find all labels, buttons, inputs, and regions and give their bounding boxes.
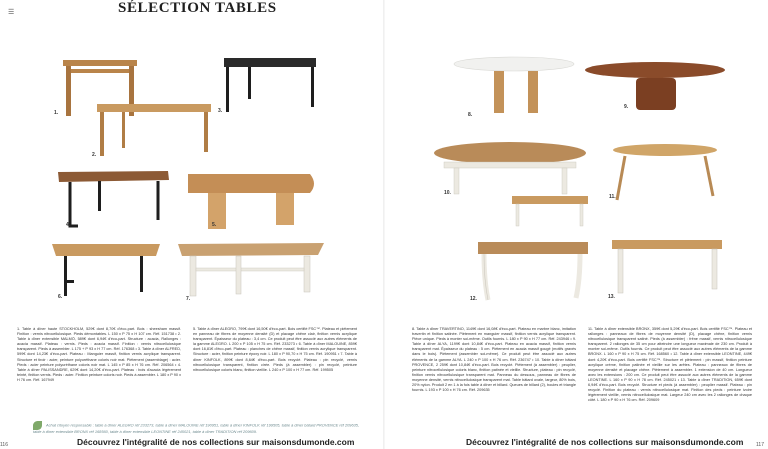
footer-cta-left[interactable]: Découvrez l'intégralité de nos collections sur maisonsdumonde.com (77, 437, 355, 447)
product-number: 3. (218, 108, 223, 114)
table-travertino-image (454, 57, 574, 113)
product-number: 5. (212, 222, 217, 228)
table-bronx-image (613, 144, 717, 200)
product-number: 7. (186, 296, 191, 302)
product-number: 13. (608, 294, 615, 300)
product-number: 4. (66, 222, 71, 228)
description-column-1: 1. Table à dîner haute STOCKHOLM, 529€ dont 8,70€ d'éco-part. Bois : sheesham massif. Finition : vernis nitrocellulosique. Pieds démontables. L 150 x P 75 x H 107 cm. Réf. 151738 • 2. Table à dîner extensible MALMÖ, 589€ dont 6,94€ d'éco-part. Structure : acacia, Rallonges : acacia massif. Plateau : vernis. Pieds : acacia massif. Finition : vernis nitrocellulosique transparent. Pieds à assembler. L 175 + P 93 x H 77 cm. Réf. 176368 • 3. Table à dîner ALFRED, 599€ dont 14,23€ d'éco-part. Plateau : Manguier massif, finition vernis acrylique transparent. Structure et tiroir : acier, peinture polyuréthane coloris noir mat. Piètement (assemblage) : acier. Pieds : acier peinture polyuréthane coloris noir mat. L 145 x P 85 x H 76 cm. Réf. 206564 • 4. Table à dîner PALISSANDRE, 629€ dont 14,20€ d'éco-part. Plateau : bois d'acacia légèrement teinté, finition vernis. Pieds : acier. Finition peinture coloris noir. Pieds à assembler. L 180 x P 90 x H 76 cm. Réf. 167949 (17, 327, 181, 382)
page-title: SÉLECTION TABLES (118, 0, 277, 16)
product-number: 1. (54, 110, 59, 116)
table-palissandre-image (58, 171, 169, 226)
table-alegro-image (188, 174, 314, 229)
table-kinfolk-image (178, 243, 324, 296)
table-malmo-image (97, 104, 211, 156)
billiard-top-image (512, 196, 588, 226)
table-provence-image (434, 142, 586, 194)
table-leontine-image (478, 242, 588, 300)
product-number: 2. (92, 152, 97, 158)
product-number: 9. (624, 104, 629, 110)
table-malouine-image (52, 244, 160, 296)
table-alfred-image (224, 58, 316, 112)
eco-note (33, 421, 363, 435)
product-number: 11. (609, 194, 616, 200)
description-column-4: 11. Table à dîner extensible BRONX, 359€ dont 5,29€ d'éco-part. Bois certifié FSC™. Plateau et rallonges : panneaux de fibres de moyenne densité (D), placage chêne, finition vernis nitrocellulosique transparent satiné. Pieds (à assembler) : frêne massif, vernis nitrocellulosique transparent. 2 rallonges de 35 cm pour atteindre une longueur maximale de 230 cm. Produit à monter soi-même. Outils fournis. Ce produit peut être associé aux autres éléments de la gamme BRONX. L 160 x P 90 x H 75 cm. Réf. 168560 • 12. Table à dîner extensible LEONTINE, 449€ dont 4,20€ d'éco-part. Bois certifié FSC™. Structure et piètement : pin massif, finition peinture acrylique crème, finition patinée et vieillie sur les arêtes. Plateau : panneaux de fibres de moyenne densité et placage chêne. Piètement à assembler. 1 extension de 40 cm. Longueur avec les extensions : 200 cm. Ce produit peut être associé aux autres éléments de la gamme LEONTINE. L 160 x P 90 x H 78 cm. Réf. 245021 • 13. Table à dîner TRADITION, 659€ dont 6,94€ d'éco-part. Bois recyclé. Structure et pieds (à assembler) : peuplier massif. Plateau : pin recyclé. Finition du plateau : vernis nitrocellulosique mat. Finition des pieds : peinture ivoire légèrement vieillie, vernis nitrocellulosique mat. Largeur 240 cm avec les 2 rallonges de chaque côté. L 180 x P 90 x H 76 cm. Réf. 209609 (588, 327, 752, 403)
product-number: 6. (58, 294, 63, 300)
product-number: 8. (468, 112, 473, 118)
page-number-right: 117 (756, 442, 764, 448)
hamburger-icon[interactable]: ☰ (8, 9, 15, 16)
table-alya-image (585, 62, 725, 110)
footer-cta-right[interactable]: Découvrez l'intégralité de nos collections sur maisonsdumonde.com (466, 437, 744, 447)
table-tradition-image (612, 240, 722, 293)
description-column-2: 5. Table à dîner ALEGRO, 799€ dont 16,50€ d'éco-part. Bois certifié FSC™. Plateau et piètement en panneau de fibres de moyenne densité (D) et placage chêne clair, finition vernis acrylique transparent. Épaisseur du plateau : 3,4 cm. Ce produit peut être associé aux autres éléments de la gamme ALEGRO. L 200 x P 105 x H 75 cm. Réf. 233273 • 6. Table à dîner MALOUINE, 859€ dont 16,81€ d'éco-part. Plateau : planches de chêne massif, finition vernis acrylique transparent. Structure : acier, finition peinture époxy noir. L 180 x P 90,70 x H 75 cm. Réf. 190951 • 7. Table à dîner KINFOLK, 899€ dont 8,64€ d'éco-part. Bois recyclé. Plateau : pin recyclé, vernis nitrocellulosique transparent, finition cirée. Pieds (à assembler) : pin recyclé, peinture nitrocellulosique coloris blanc, finition vieillie. L 240 x P 100 x H 77 cm. Réf. 199505 (193, 327, 357, 372)
page-number-left: 116 (0, 442, 8, 448)
description-column-3: 8. Table à dîner TRAVERTINO, 1149€ dont 16,08€ d'éco-part. Plateau en marbre blanc, imitation travertin et finition satinée. Piètement en manguier massif, finition vernis acrylique transparent. Pièce unique. Pieds à monter soi-même. Outils fournis. L 180 x P 90 x H 77 cm. Réf. 243946 • 9. Table à dîner ALYA, 1199€ dont 10,84€ d'éco-part. Plateau en acacia massif, finition vernis transparent mat. Épaisseur du plateau : 5 cm. Piètement en acacia massif gougé (motifs gravés dans le bois). Piètement (assembler soi-même). Ce produit peut être associé aux autres éléments de la gamme ALYA. L 240 x P 100 x H 76 cm. Réf. 236747 • 10. Table à dîner bâtard PROVENCE, 2 259€ dont 10,84€ d'éco-part. Bois recyclé. Piètement (à assembler) : peuplier, peinture nitrocellulosique coloris blanc, finition patinée et vieillie. Structure, plateau : pin recyclé, finition vernis nitrocellulosique transparent mat. Panneau du dessous, panneau de fibres de moyenne densité, vernis nitrocellulosique transparent mat. Table bâtard ovale, largeur, 80% bois, 20% nylon. Produit 2 en 1 à la fois table à dîner et billard. Queues de billard (2), boules et triangle fournis. L 193 x P 100 x H 76 cm. Réf. 209635 (412, 327, 576, 393)
product-number: 12. (470, 296, 477, 302)
eco-note-text: Achat citoyen responsable : table à dîner ALEGRO réf 233273, table à dîner MALOUINE réf 190951, table à dîner KINFOLK réf 199505, table à dîner bâtard PROVENCE réf 209635, table à dîner extensible BRONX réf 168560, table à dîner extensible LEONTINE réf 245021, table à dîner TRADITION réf 209609. (33, 422, 360, 434)
product-number: 10. (444, 190, 451, 196)
